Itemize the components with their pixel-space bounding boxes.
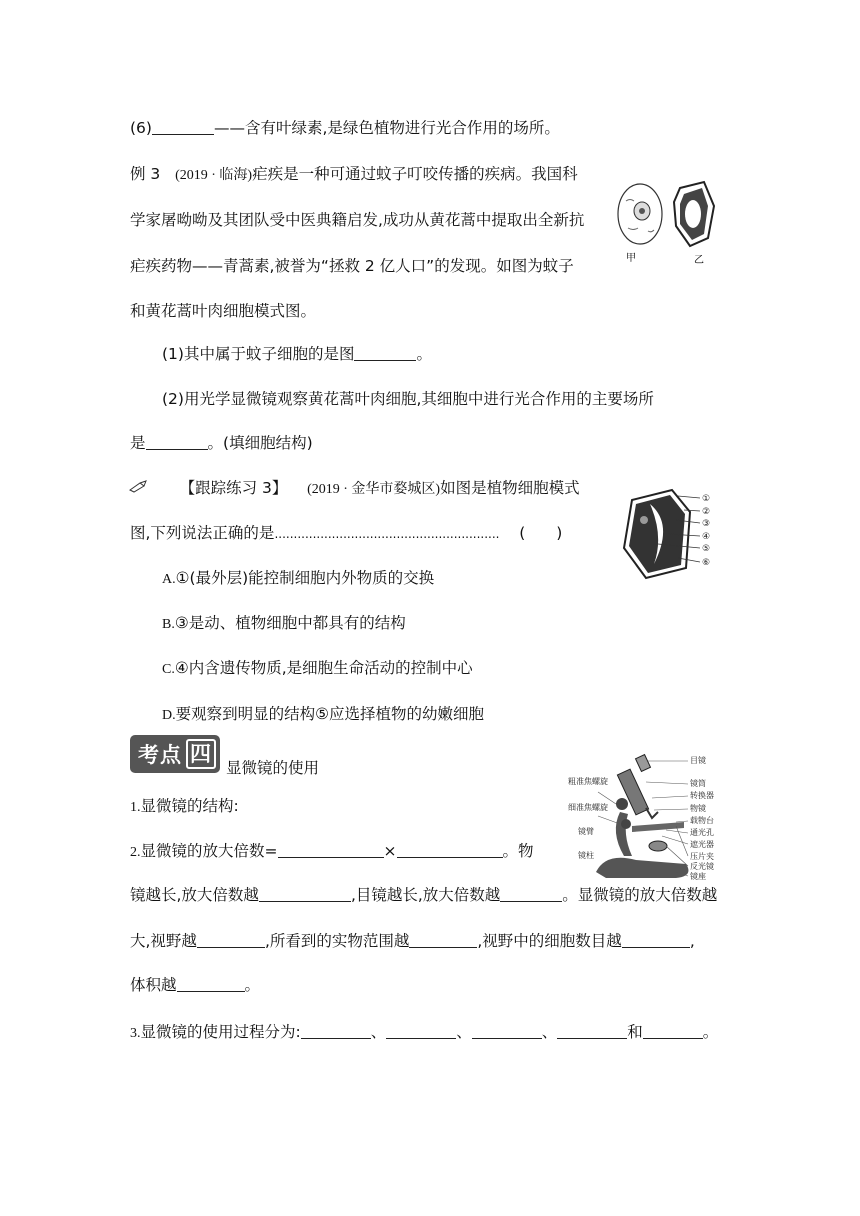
question-1: (1)其中属于蚊子细胞的是图 。 xyxy=(162,345,432,363)
item-3: 3.显微镜的使用过程分为: 、 、 、 和 。 xyxy=(130,1023,719,1041)
answer-paren[interactable]: ( ) xyxy=(519,524,563,542)
cell-label-1: ① xyxy=(702,494,711,504)
answer-blank[interactable] xyxy=(278,842,384,858)
answer-blank[interactable] xyxy=(397,842,503,858)
item-2: 2.显微镜的放大倍数= × 。物 xyxy=(130,842,534,860)
answer-blank[interactable] xyxy=(622,932,690,948)
option-d[interactable]: D.要观察到明显的结构⑤应选择植物的幼嫩细胞 xyxy=(162,705,485,723)
cell-label-6: ⑥ xyxy=(702,558,711,568)
answer-blank[interactable] xyxy=(386,1023,456,1039)
example-label: 例 3 xyxy=(130,165,161,183)
label-clip: 压片夹 xyxy=(690,852,714,861)
cell-comparison-figure xyxy=(608,176,728,268)
item-2-line2: 镜越长,放大倍数越 ,目镜越长,放大倍数越 。显微镜的放大倍数越 xyxy=(130,886,718,904)
example3-line1: 例 3 (2019 · 临海)疟疾是一种可通过蚊子叮咬传播的疾病。我国科 xyxy=(130,165,578,183)
section-badge: 考点 四 xyxy=(130,735,220,773)
option-c[interactable]: C.④内含遗传物质,是细胞生命活动的控制中心 xyxy=(162,659,473,677)
cell-label-4: ④ xyxy=(702,532,711,542)
answer-blank[interactable] xyxy=(152,119,214,135)
answer-blank[interactable] xyxy=(301,1023,371,1039)
label-base: 镜座 xyxy=(690,872,706,881)
answer-blank[interactable] xyxy=(259,886,351,902)
cell-label-2: ② xyxy=(702,507,711,517)
cell-label-3: ③ xyxy=(702,519,711,529)
answer-blank[interactable] xyxy=(197,932,265,948)
label-pillar: 镜柱 xyxy=(578,851,594,860)
label-nosepiece: 转换器 xyxy=(690,791,714,800)
label-stage: 载物台 xyxy=(690,816,714,825)
figure-label-yi: 乙 xyxy=(694,255,704,266)
microscope-figure xyxy=(566,752,736,882)
answer-blank[interactable] xyxy=(177,976,245,992)
option-a[interactable]: A.①(最外层)能控制细胞内外物质的交换 xyxy=(162,569,435,587)
item-2-line3: 大,视野越 ,所看到的实物范围越 ,视野中的细胞数目越 , xyxy=(130,932,695,950)
example3-line2: 学家屠呦呦及其团队受中医典籍启发,成功从黄花蒿中提取出全新抗 xyxy=(130,211,585,229)
label-diaphragm: 遮光器 xyxy=(690,840,714,849)
answer-blank[interactable] xyxy=(146,434,208,450)
label-objective: 物镜 xyxy=(690,804,706,813)
answer-blank[interactable] xyxy=(354,345,416,361)
question-2-cont: 是 。(填细胞结构) xyxy=(130,434,313,452)
answer-blank[interactable] xyxy=(472,1023,542,1039)
question-2: (2)用光学显微镜观察黄花蒿叶肉细胞,其细胞中进行光合作用的主要场所 xyxy=(162,390,654,408)
option-b[interactable]: B.③是动、植物细胞中都具有的结构 xyxy=(162,614,406,632)
item-2-line4: 体积越 。 xyxy=(130,976,261,994)
figure-label-jia: 甲 xyxy=(626,253,636,264)
label-tube: 镜筒 xyxy=(690,779,706,788)
label-fine-focus: 细准焦螺旋 xyxy=(568,803,608,812)
line-chloroplast: (6) ——含有叶绿素,是绿色植物进行光合作用的场所。 xyxy=(130,119,560,137)
label-arm: 镜臂 xyxy=(578,827,594,836)
answer-blank[interactable] xyxy=(500,886,562,902)
answer-blank[interactable] xyxy=(643,1023,703,1039)
answer-blank[interactable] xyxy=(409,932,477,948)
plant-cell-figure xyxy=(618,486,720,582)
example3-line3: 疟疾药物——青蒿素,被誉为“拯救 2 亿人口”的发现。如图为蚊子 xyxy=(130,257,574,275)
tracking-exercise-line2: 图,下列说法正确的是........................................................... ( ) xyxy=(130,524,563,542)
answer-blank[interactable] xyxy=(557,1023,627,1039)
pencil-icon xyxy=(128,478,150,500)
label-eyepiece: 目镜 xyxy=(690,756,706,765)
label-aperture: 通光孔 xyxy=(690,828,714,837)
label-mirror: 反光镜 xyxy=(690,862,714,871)
tracking-exercise-line1: 【跟踪练习 3】 (2019 · 金华市婺城区)如图是植物细胞模式 xyxy=(128,477,580,501)
item-1: 1.显微镜的结构: xyxy=(130,797,239,815)
cell-label-5: ⑤ xyxy=(702,544,711,554)
example3-line4: 和黄花蒿叶肉细胞模式图。 xyxy=(130,302,317,320)
label-coarse-focus: 粗准焦螺旋 xyxy=(568,777,608,786)
section-title: 显微镜的使用 xyxy=(226,759,320,777)
